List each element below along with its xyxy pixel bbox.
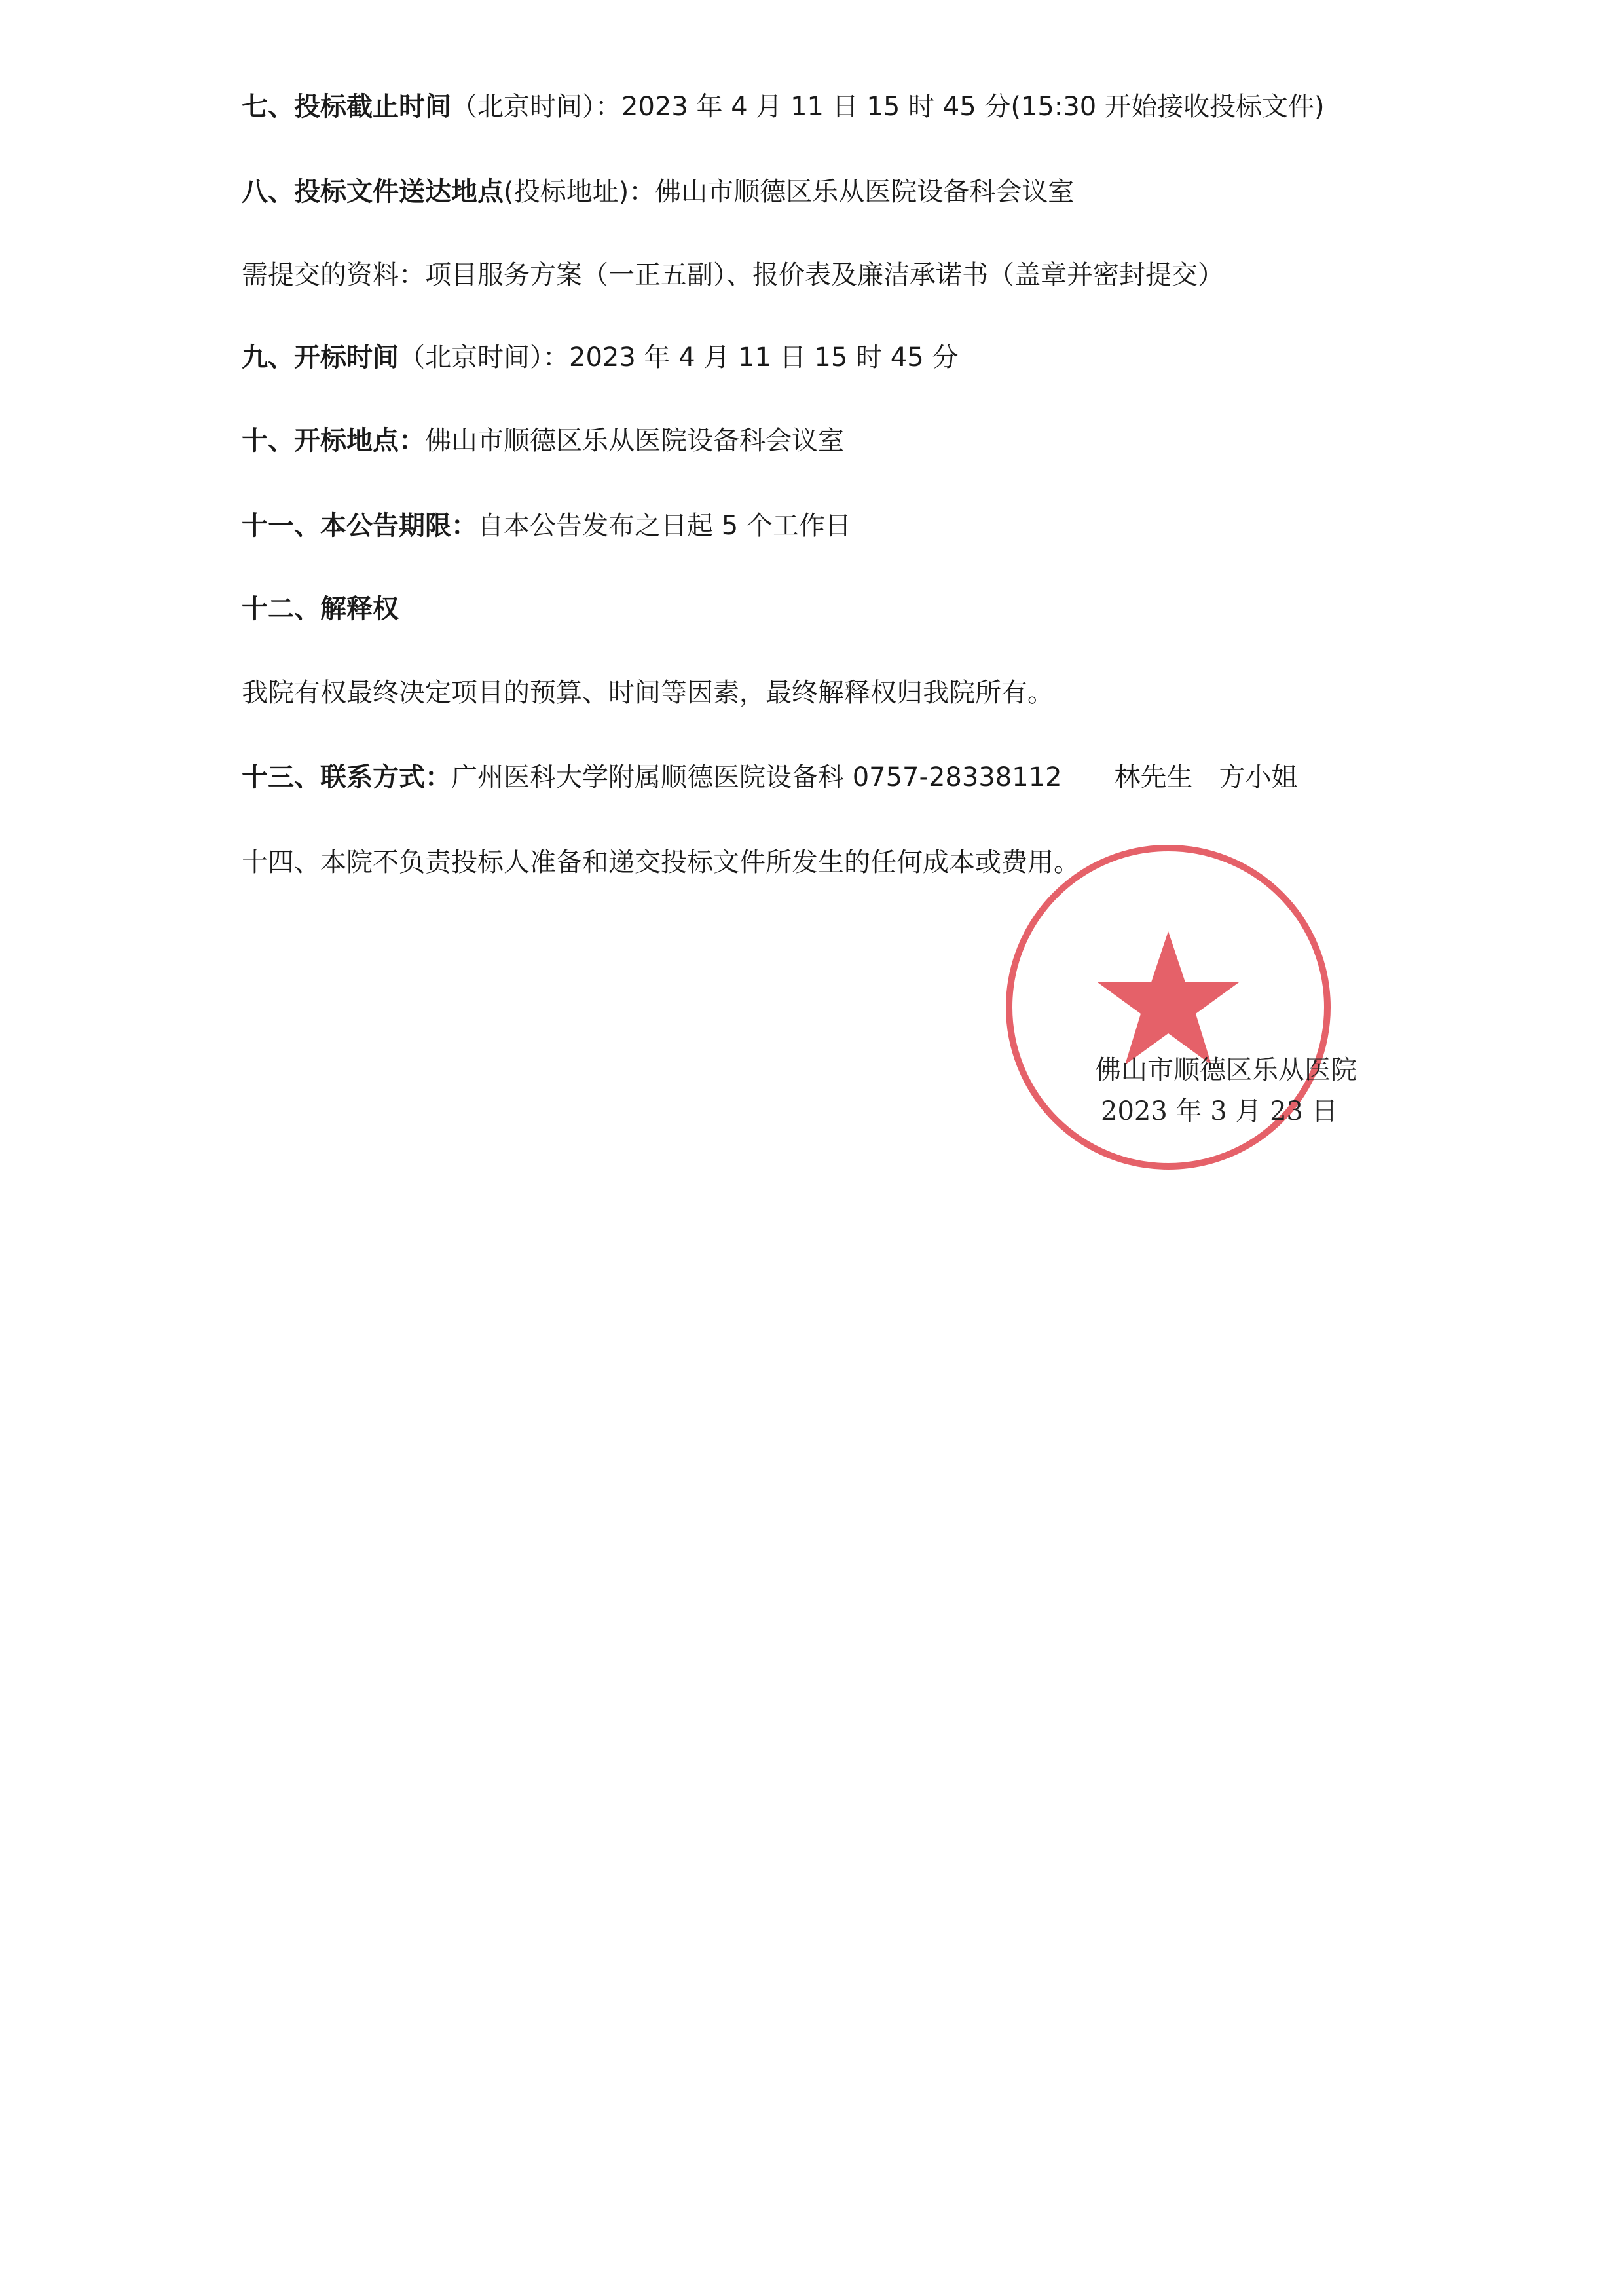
signature-org: 佛山市顺德区乐从医院 <box>1095 1055 1357 1085</box>
heading: 八、投标文件送达地点 <box>242 177 504 207</box>
seal-star-icon <box>1098 931 1239 1065</box>
text: (投标地址)：佛山市顺德区乐从医院设备科会议室 <box>504 177 1075 207</box>
interpretation-text <box>242 676 1054 709</box>
heading: 十、开标地点： <box>242 426 425 456</box>
text: 广州医科大学附属顺德医院设备科 0757-28338112 林先生 方小姐 <box>451 762 1298 792</box>
signature-date: 2023 年 3 月 23 日 <box>1101 1096 1338 1126</box>
section-10-opening-location <box>242 424 844 457</box>
section-9-opening-time <box>242 341 958 374</box>
heading: 七、投标截止时间 <box>242 92 451 122</box>
text: （北京时间）：2023 年 4 月 11 日 15 时 45 分(15:30 开始接收投标文件) <box>451 92 1325 122</box>
heading: 十三、联系方式： <box>242 762 451 792</box>
section-12-interpretation <box>242 593 399 625</box>
required-materials <box>242 259 1224 291</box>
text: 需提交的资料：项目服务方案（一正五副）、报价表及廉洁承诺书（盖章并密封提交） <box>242 260 1224 290</box>
text: 自本公告发布之日起 5 个工作日 <box>477 511 851 541</box>
section-13-contact <box>242 761 1298 794</box>
heading: 十二、解释权 <box>242 594 399 624</box>
section-7-bid-deadline <box>242 90 1325 123</box>
section-11-notice-period <box>242 509 851 542</box>
heading: 九、开标时间 <box>242 343 399 373</box>
text: 十四、本院不负责投标人准备和递交投标文件所发生的任何成本或费用。 <box>242 847 1080 878</box>
heading: 十一、本公告期限： <box>242 511 477 541</box>
text: （北京时间）：2023 年 4 月 11 日 15 时 45 分 <box>399 343 959 373</box>
text: 佛山市顺德区乐从医院设备科会议室 <box>425 426 844 456</box>
text: 我院有权最终决定项目的预算、时间等因素，最终解释权归我院所有。 <box>242 678 1054 708</box>
section-14-disclaimer <box>242 846 1080 879</box>
section-8-bid-location <box>242 176 1074 208</box>
